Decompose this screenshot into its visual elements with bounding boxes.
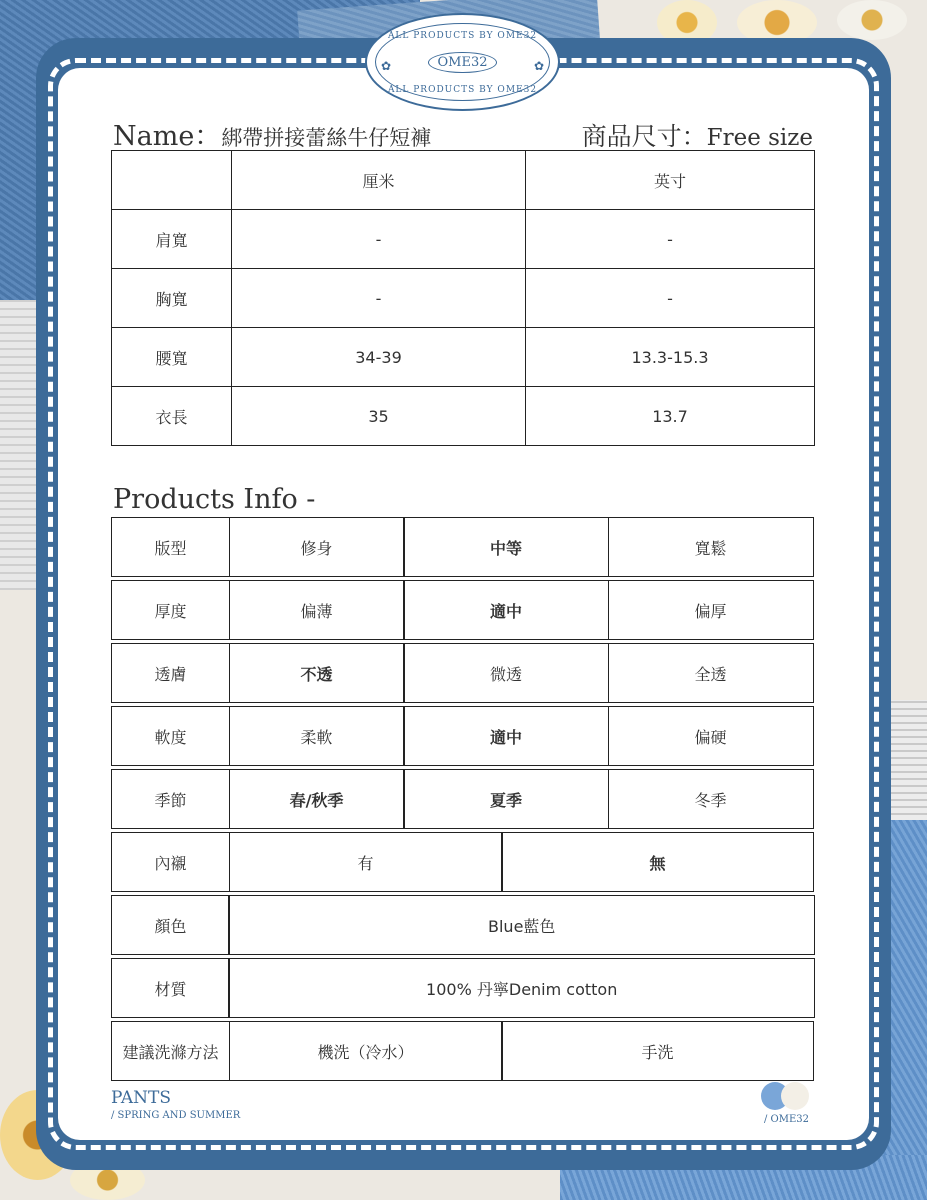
table-row — [112, 210, 815, 269]
option-cell-selected: 適中 — [403, 706, 609, 766]
newspaper-scrap-left — [0, 300, 40, 590]
cm-value: - — [232, 269, 526, 328]
name-value: 綁帶拼接蕾絲牛仔短褲 — [221, 126, 432, 150]
flower-icon — [837, 0, 907, 40]
option-cell-selected: 夏季 — [403, 769, 609, 829]
row-label: 胸寬 — [112, 269, 232, 328]
badge-brand-name: OME32 — [428, 52, 496, 73]
decorative-dots — [761, 1082, 809, 1110]
option-cell-selected: 不透 — [229, 643, 405, 703]
size-table — [111, 150, 815, 446]
products-info-table — [111, 517, 815, 1084]
table-row — [112, 387, 815, 446]
option-cell: 偏厚 — [608, 580, 814, 640]
material-value: 100% 丹寧Denim cotton — [228, 958, 815, 1018]
flower-icon: ✿ — [381, 59, 392, 73]
info-row-lining — [111, 832, 815, 892]
name-label: Name： — [113, 121, 222, 152]
info-row-thickness — [111, 580, 815, 640]
products-info-title: Products Info - — [113, 484, 316, 515]
info-row-fit — [111, 517, 815, 577]
row-label: 厚度 — [111, 580, 230, 640]
option-cell-selected: 適中 — [403, 580, 609, 640]
row-label: 建議洗滌方法 — [111, 1021, 230, 1081]
row-label: 衣長 — [112, 387, 232, 446]
table-header-cell — [112, 151, 232, 210]
flower-icon: ✿ — [533, 59, 544, 73]
footer-subtitle: / SPRING AND SUMMER — [111, 1110, 241, 1121]
option-cell: 偏薄 — [229, 580, 405, 640]
option-cell: 冬季 — [608, 769, 814, 829]
table-row — [112, 328, 815, 387]
row-label: 腰寬 — [112, 328, 232, 387]
row-label: 顏色 — [111, 895, 230, 955]
table-row — [112, 269, 815, 328]
option-cell: 手洗 — [501, 1021, 814, 1081]
inch-value: - — [526, 269, 815, 328]
option-cell: 機洗（冷水） — [229, 1021, 503, 1081]
row-label: 版型 — [111, 517, 230, 577]
option-cell: 偏硬 — [608, 706, 814, 766]
footer-title: PANTS — [111, 1088, 172, 1108]
product-size — [582, 117, 813, 153]
size-label: 商品尺寸： — [581, 122, 707, 151]
inch-value: 13.3-15.3 — [526, 328, 815, 387]
inch-value: - — [526, 210, 815, 269]
footer-category — [111, 1088, 240, 1121]
row-label: 軟度 — [111, 706, 230, 766]
badge-top-text: ALL PRODUCTS BY OME32 — [387, 31, 538, 41]
cm-value: - — [232, 210, 526, 269]
row-label: 材質 — [111, 958, 230, 1018]
option-cell: 全透 — [608, 643, 814, 703]
table-header-row — [112, 151, 815, 210]
info-row-wash — [111, 1021, 815, 1081]
cm-value: 35 — [232, 387, 526, 446]
option-cell: 柔軟 — [229, 706, 405, 766]
table-header-cell: 英寸 — [526, 151, 815, 210]
row-label: 肩寬 — [112, 210, 232, 269]
option-cell-selected: 中等 — [403, 517, 609, 577]
info-row-material — [111, 958, 815, 1018]
info-row-sheer — [111, 643, 815, 703]
row-label: 季節 — [111, 769, 230, 829]
row-label: 透膚 — [111, 643, 230, 703]
footer-brand-block — [761, 1082, 809, 1125]
info-row-color — [111, 895, 815, 955]
option-cell: 有 — [229, 832, 503, 892]
table-header-cell: 厘米 — [232, 151, 526, 210]
size-value: Free size — [706, 125, 813, 151]
brand-badge — [365, 13, 560, 111]
option-cell-selected: 無 — [501, 832, 814, 892]
cream-dot-icon — [781, 1082, 809, 1110]
info-row-softness — [111, 706, 815, 766]
option-cell: 寬鬆 — [608, 517, 814, 577]
footer-brand: / OME32 — [763, 1114, 809, 1125]
option-cell: 微透 — [403, 643, 609, 703]
badge-bottom-text: ALL PRODUCTS BY OME32 — [387, 85, 538, 95]
color-value: Blue藍色 — [228, 895, 815, 955]
row-label: 內襯 — [111, 832, 230, 892]
option-cell: 修身 — [229, 517, 405, 577]
inch-value: 13.7 — [526, 387, 815, 446]
option-cell-selected: 春/秋季 — [229, 769, 405, 829]
info-row-season — [111, 769, 815, 829]
cm-value: 34-39 — [232, 328, 526, 387]
product-name — [113, 114, 431, 153]
product-header — [113, 114, 813, 153]
